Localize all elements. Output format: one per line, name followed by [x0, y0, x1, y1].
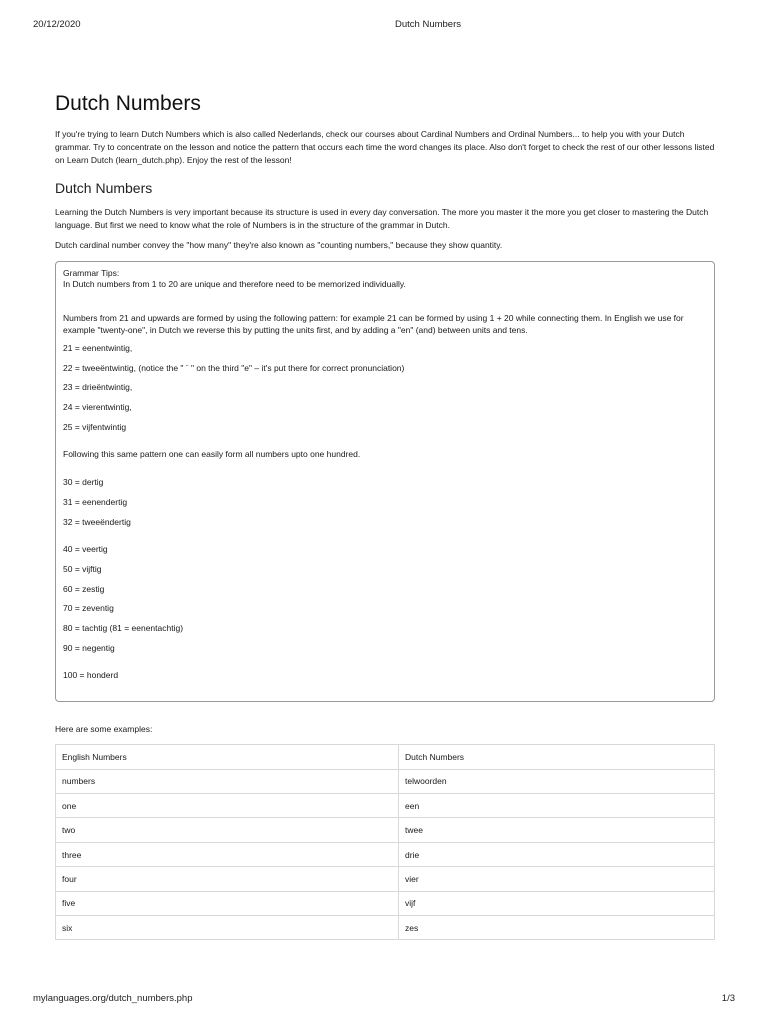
table-cell-dutch: telwoorden — [399, 769, 715, 793]
table-header-english: English Numbers — [56, 745, 399, 769]
example-100: 100 = honderd — [63, 670, 119, 681]
article — [55, 92, 715, 940]
example-23: 23 = drieëntwintig, — [63, 382, 133, 393]
table-row — [56, 891, 715, 915]
table-row — [56, 916, 715, 940]
intro-paragraph: If you're trying to learn Dutch Numbers which is also called Nederlands, check our courses about Cardinal Numbers and Ordinal Numbers... to help you with your Dutch grammar. Try to concentrate on the lesson and notice the pattern that occurs each time the word changes its place. Also don't forget to check the rest of our other lessons listed on Learn Dutch (learn_dutch.php). Enjoy the rest of the lesson! — [55, 129, 715, 165]
example-24: 24 = vierentwintig, — [63, 402, 132, 413]
table-cell-dutch: zes — [399, 916, 715, 940]
table-row — [56, 769, 715, 793]
print-url: mylanguages.org/dutch_numbers.php — [33, 993, 193, 1004]
page-title: Dutch Numbers — [55, 92, 201, 115]
page-number: 1/3 — [721, 993, 735, 1004]
print-header — [0, 19, 768, 31]
table-cell-english: one — [56, 794, 399, 818]
tips-pattern: Numbers from 21 and upwards are formed by using the following pattern: for example 21 can be formed by using 1 + 20 while connecting them. In English we use for example "twenty-one", in Dutch we reverse this by putting the units first, and by adding a "en" (and) between units and tens. — [63, 313, 684, 335]
table-cell-english: four — [56, 867, 399, 891]
example-50: 50 = vijftig — [63, 563, 102, 574]
table-row — [56, 867, 715, 891]
table-cell-dutch: drie — [399, 842, 715, 866]
table-row — [56, 842, 715, 866]
section-heading: Dutch Numbers — [55, 180, 153, 196]
table-cell-english: five — [56, 891, 399, 915]
table-cell-dutch: vier — [399, 867, 715, 891]
importance-paragraph: Learning the Dutch Numbers is very important because its structure is used in every day conversation. The more you master it the more you get closer to mastering the Dutch language. But first we need to know what the role of Numbers is in the structure of the grammar in Dutch. — [55, 207, 709, 230]
print-date: 20/12/2020 — [33, 19, 81, 30]
table-row — [56, 794, 715, 818]
table-cell-english: six — [56, 916, 399, 940]
example-80: 80 = tachtig (81 = eenentachtig) — [63, 622, 184, 633]
table-cell-dutch: vijf — [399, 891, 715, 915]
cardinal-paragraph: Dutch cardinal number convey the "how many" they're also known as "counting numbers," because they show quantity. — [55, 240, 503, 250]
following-note: Following this same pattern one can easily form all numbers upto one hundred. — [63, 449, 361, 460]
table-cell-english: two — [56, 818, 399, 842]
example-60: 60 = zestig — [63, 583, 105, 594]
example-32: 32 = tweeëndertig — [63, 516, 131, 527]
table-cell-english: three — [56, 842, 399, 866]
example-30: 30 = dertig — [63, 477, 104, 488]
examples-intro: Here are some examples: — [55, 724, 153, 735]
table-header-dutch: Dutch Numbers — [399, 745, 715, 769]
table-cell-dutch: twee — [399, 818, 715, 842]
example-22: 22 = tweeëntwintig, (notice the " ¨ " on the third "e" – it's put there for correct pronunciation) — [63, 362, 405, 373]
table-cell-dutch: een — [399, 794, 715, 818]
print-footer — [0, 993, 768, 1005]
example-90: 90 = negentig — [63, 642, 115, 653]
example-25: 25 = vijfentwintig — [63, 421, 127, 432]
table-header-row — [56, 745, 715, 769]
example-70: 70 = zeventig — [63, 603, 114, 614]
print-title: Dutch Numbers — [395, 19, 461, 30]
example-40: 40 = veertig — [63, 544, 108, 555]
numbers-table — [55, 744, 715, 940]
example-31: 31 = eenendertig — [63, 496, 128, 507]
grammar-tips-box — [55, 261, 715, 702]
example-21: 21 = eenentwintig, — [63, 343, 133, 353]
table-row — [56, 818, 715, 842]
table-cell-english: numbers — [56, 769, 399, 793]
tips-title: Grammar Tips: — [63, 268, 120, 278]
tips-unique-note: In Dutch numbers from 1 to 20 are unique and therefore need to be memorized individually. — [63, 279, 406, 289]
